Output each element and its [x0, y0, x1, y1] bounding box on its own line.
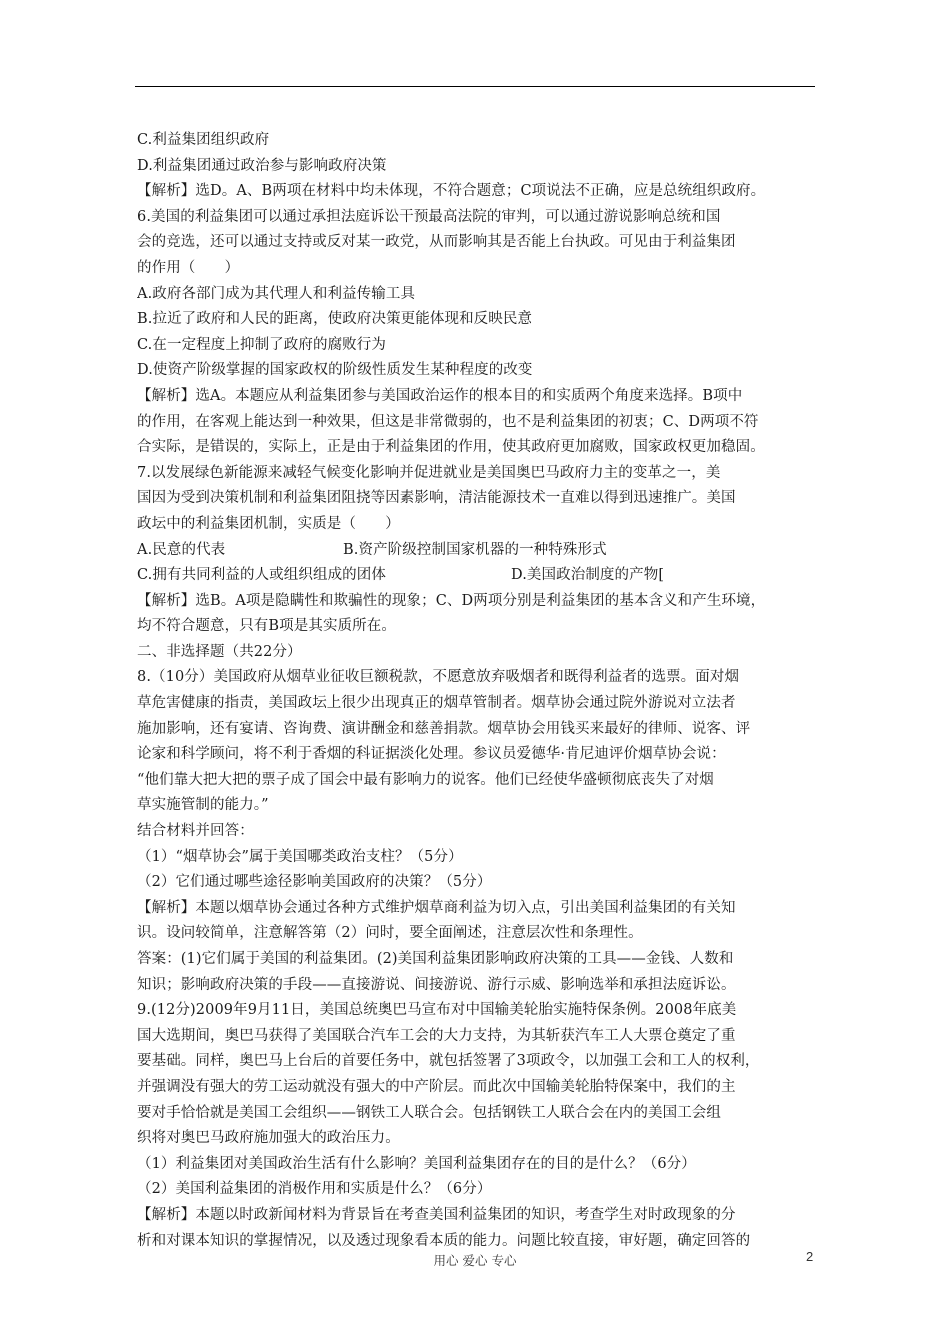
analysis-q8-line-2: 识。设问较简单，注意解答第（2）问时，要全面阐述，注意层次性和条理性。 [137, 925, 643, 942]
analysis-q6-line-2: 的作用，在客观上能达到一种效果，但这是非常微弱的，也不是利益集团的初衷；C、D两项不符 [137, 413, 759, 430]
analysis-q9-line-1: 【解析】本题以时政新闻材料为背景旨在考查美国利益集团的知识，考查学生对时政现象的分 [137, 1206, 736, 1223]
answer-q8-line-2: 知识；影响政府决策的手段——直接游说、间接游说、游行示威、影响选举和承担法庭诉讼。 [137, 976, 736, 993]
analysis-q8-line-1: 【解析】本题以烟草协会通过各种方式维护烟草商利益为切入点，引出美国利益集团的有关知 [137, 899, 736, 916]
question-6-line-1: 6.美国的利益集团可以通过承担法庭诉讼干预最高法院的审判，可以通过游说影响总统和国 [137, 208, 721, 225]
option-d-q5: D.利益集团通过政治参与影响政府决策 [137, 157, 387, 174]
question-7-line-2: 国因为受到决策机制和利益集团阻挠等因素影响，清洁能源技术一直难以得到迅速推广。美国 [137, 490, 736, 507]
question-8-sub-1: （1）“烟草协会”属于美国哪类政治支柱？（5分） [137, 848, 463, 865]
option-d-q7: D.美国政治制度的产物[ [511, 567, 665, 584]
question-9-line-4: 并强调没有强大的劳工运动就没有强大的中产阶层。而此次中国输美轮胎特保案中，我们的主 [137, 1078, 736, 1095]
question-8-line-4: 论家和科学顾问，将不利于香烟的科证据淡化处理。参议员爱德华·肯尼迪评价烟草协会说： [137, 746, 726, 763]
header-rule [135, 86, 815, 87]
question-8-line-3: 施加影响，还有宴请、咨询费、演讲酬金和慈善捐款。烟草协会用钱买来最好的律师、说客、评 [137, 720, 751, 737]
question-7-line-3: 政坛中的利益集团机制，实质是（ ） [137, 515, 400, 532]
question-6-line-3: 的作用（ ） [137, 259, 240, 276]
option-b-q6: B.拉近了政府和人民的距离，使政府决策更能体现和反映民意 [137, 311, 533, 328]
option-d-q6: D.使资产阶级掌握的国家政权的阶级性质发生某种程度的改变 [137, 362, 533, 379]
page-content [137, 128, 817, 1254]
analysis-q5: 【解析】选D。A、B两项在材料中均未体现，不符合题意；C项说法不正确，应是总统组织政府。 [137, 183, 766, 200]
question-8-sub-2: （2）它们通过哪些途径影响美国政府的决策？（5分） [137, 874, 492, 891]
option-a-q6: A.政府各部门成为其代理人和利益传输工具 [137, 285, 416, 302]
question-8-line-5: “他们靠大把大把的票子成了国会中最有影响力的说客。他们已经使华盛顿彻底丧失了对烟 [137, 771, 714, 788]
option-c-q7: C.拥有共同利益的人或组织组成的团体 [137, 567, 386, 584]
question-8-line-2: 草危害健康的指责，美国政坛上很少出现真正的烟草管制者。烟草协会通过院外游说对立法者 [137, 695, 736, 712]
options-ab-q7 [137, 538, 817, 564]
question-9-line-6: 织将对奥巴马政府施加强大的政治压力。 [137, 1130, 400, 1147]
page-number: 2 [806, 1249, 814, 1264]
analysis-q6-line-1: 【解析】选A。本题应从利益集团参与美国政治运作的根本目的和实质两个角度来选择。B项中 [137, 387, 743, 404]
footer-motto: 用心 爱心 专心 [433, 1253, 517, 1268]
analysis-q9-line-2: 析和对课本知识的掌握情况，以及透过现象看本质的能力。问题比较直接，审好题，确定回答的 [137, 1232, 751, 1249]
question-8-prompt: 结合材料并回答： [137, 823, 254, 840]
question-8-line-1: 8.（10分）美国政府从烟草业征收巨额税款，不愿意放弃吸烟者和既得利益者的选票。面对烟 [137, 669, 740, 686]
question-9-line-1: 9.(12分)2009年9月11日，美国总统奥巴马宣布对中国输美轮胎实施特保条例。2008年底美 [137, 1002, 737, 1019]
option-c-q5: C.利益集团组织政府 [137, 132, 270, 148]
question-9-sub-1: （1）利益集团对美国政治生活有什么影响？美国利益集团存在的目的是什么？（6分） [137, 1155, 696, 1172]
answer-q8-line-1: 答案：(1)它们属于美国的利益集团。(2)美国利益集团影响政府决策的工具——金钱、人数和 [137, 951, 734, 967]
question-9-line-5: 要对手恰恰就是美国工会组织——钢铁工人联合会。包括钢铁工人联合会在内的美国工会组 [137, 1104, 721, 1121]
question-9-line-2: 国大选期间，奥巴马获得了美国联合汽车工会的大力支持，为其斩获汽车工人大票仓奠定了重 [137, 1027, 736, 1044]
options-cd-q7 [137, 563, 817, 589]
question-8-line-6: 草实施管制的能力。” [137, 797, 269, 814]
analysis-q7-line-1: 【解析】选B。A项是隐瞒性和欺骗性的现象；C、D两项分别是利益集团的基本含义和产生环境， [137, 592, 766, 609]
question-9-sub-2: （2）美国利益集团的消极作用和实质是什么？（6分） [137, 1181, 492, 1198]
option-b-q7: B.资产阶级控制国家机器的一种特殊形式 [343, 541, 607, 558]
question-6-line-2: 会的竞选，还可以通过支持或反对某一政党，从而影响其是否能上台执政。可见由于利益集团 [137, 234, 736, 251]
question-9-line-3: 要基础。同样，奥巴马上台后的首要任务中，就包括签署了3项政令，以加强工会和工人的权利， [137, 1053, 760, 1070]
option-c-q6: C.在一定程度上抑制了政府的腐败行为 [137, 336, 386, 353]
analysis-q6-line-3: 合实际，是错误的，实际上，正是由于利益集团的作用，使其政府更加腐败，国家政权更加稳固。 [137, 439, 765, 456]
question-7-line-1: 7.以发展绿色新能源来减轻气候变化影响并促进就业是美国奥巴马政府力主的变革之一，美 [137, 464, 721, 481]
analysis-q7-line-2: 均不符合题意，只有B项是其实质所在。 [137, 618, 396, 635]
section-heading-non-choice: 二、非选择题（共22分） [137, 643, 302, 660]
option-a-q7: A.民意的代表 [137, 541, 226, 558]
